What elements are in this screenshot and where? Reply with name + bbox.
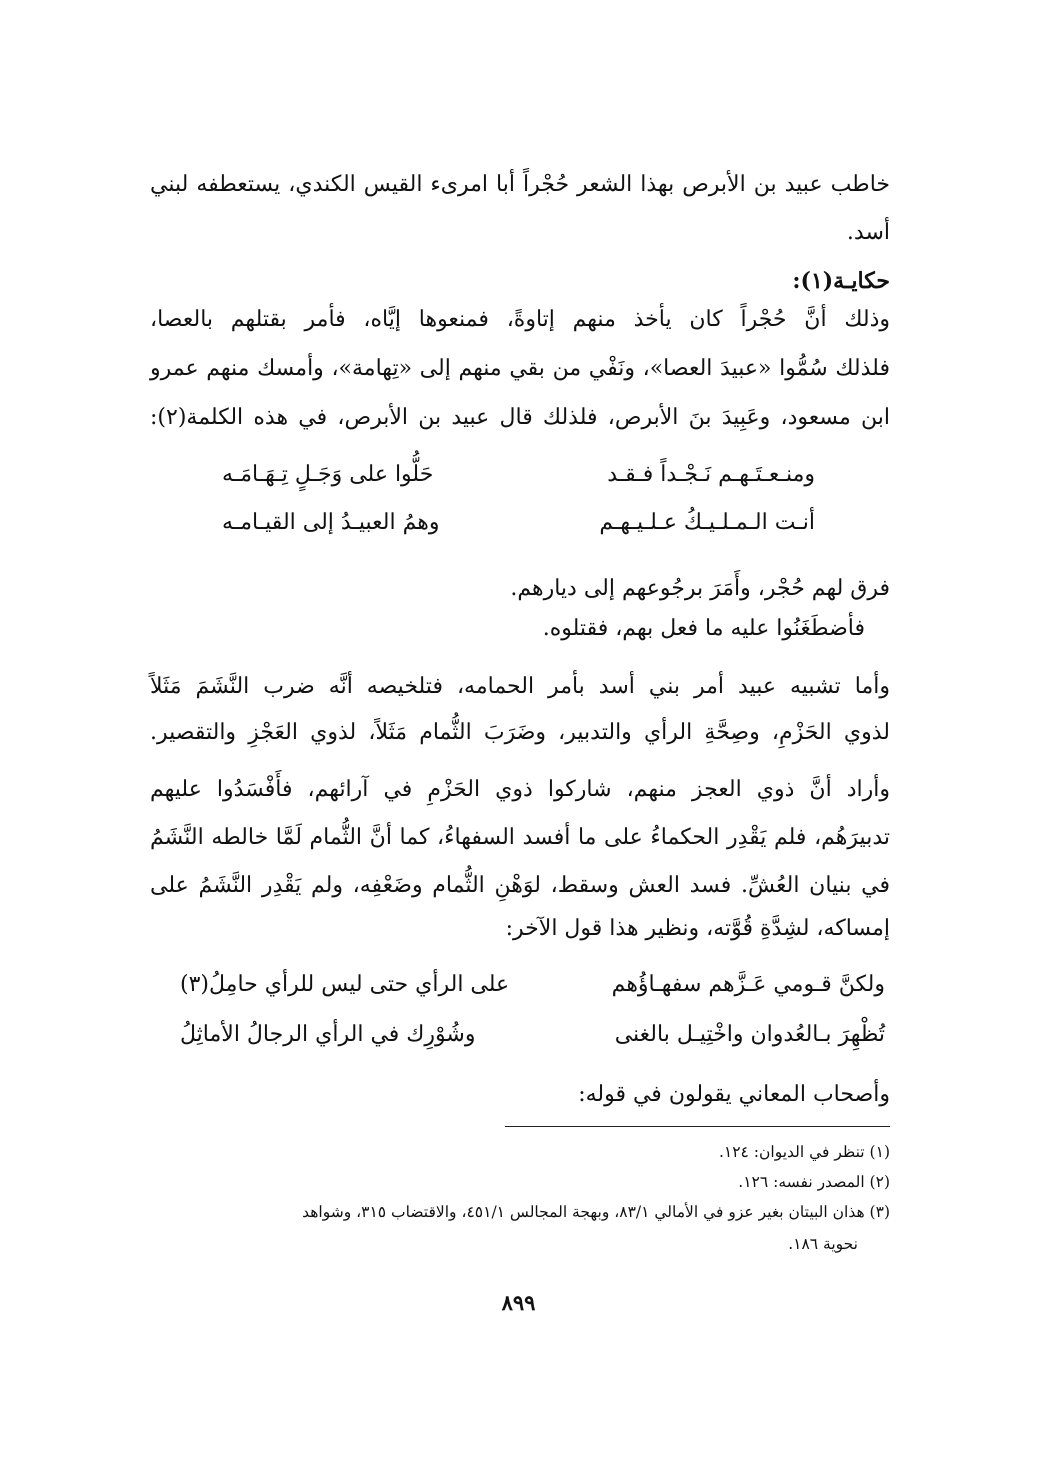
- verse1-line1-right: ومنـعـتَـهـم نَـجْـداً فـقـد: [607, 462, 815, 487]
- footnote-separator: [505, 1126, 890, 1127]
- after-verse-line-2: فأضطَغَنُوا عليه ما فعل بهم، فقتلوه.: [542, 616, 865, 641]
- story-line-3: ابن مسعود، وعَبِيدَ بنَ الأبرص، فلذلك قال عبيد بن الأبرص، في هذه الكلمة(٢):: [150, 405, 890, 430]
- after-verse-line-1: فرق لهم حُجْر، وأَمَرَ برجُوعهم إلى ديارهم.: [510, 576, 890, 601]
- explanation2-line-1: وأراد أنَّ ذوي العجز منهم، شاركوا ذوي الحَزْمِ في آرائهم، فأَفْسَدُوا عليهم: [150, 777, 890, 802]
- footnote-2: (٢) المصدر نفسه: ١٢٦.: [738, 1173, 890, 1191]
- footnote-3-line-1: (٣) هذان البيتان بغير عزو في الأمالي ٨٣/١، وبهجة المجالس ٤٥١/١، والاقتضاب ٣١٥، وشواهد: [302, 1203, 890, 1221]
- intro-line-1: خاطب عبيد بن الأبرص بهذا الشعر حُجْراً أبا امرىء القيس الكندي، يستعطفه لبني: [150, 172, 890, 197]
- explanation1-line-1: وأما تشبيه عبيد أمر بني أسد بأمر الحمامه، فتلخيصه أنَّه ضرب النَّشَمَ مَثَلاً: [150, 674, 890, 699]
- explanation2-line-3: في بنيان العُشِّ. فسد العش وسقط، لوَهْنِ الثُّمام وضَعْفِه، ولم يَقْدِر النَّشَمُ على: [150, 873, 890, 898]
- explanation2-line-2: تدبيرَهُم، فلم يَقْدِر الحكماءُ على ما أفسد السفهاءُ، كما أنَّ الثُّمام لَمَّا خالطه النَّشَمُ: [150, 825, 890, 850]
- verse1-line1-left: حَلُّوا على وَجَـلٍ تِـهَـامَـه: [222, 462, 434, 487]
- footnote-3-line-2: نحوية ١٨٦.: [788, 1235, 858, 1253]
- closing-line: وأصحاب المعاني يقولون في قوله:: [578, 1082, 890, 1107]
- verse2-line2-right: تُظْهِرَ بـالعُدوان واخْتِيـل بالغنى: [614, 1022, 885, 1047]
- explanation1-line-2: لذوي الحَزْمِ، وصِحَّةِ الرأي والتدبير، وضَرَبَ الثُّمام مَثَلاً، لذوي العَجْزِ والتقصير.: [150, 720, 890, 745]
- story-line-2: فلذلك سُمُّوا «عبيدَ العصا»، ونَفْي من بقي منهم إلى «تِهامة»، وأمسك منهم عمرو: [150, 356, 890, 381]
- intro-line-2: أسد.: [846, 220, 890, 245]
- verse1-line2-left: وهمُ العبيـدُ إلى القيـامـه: [222, 510, 440, 535]
- story-line-1: وذلك أنَّ حُجْراً كان يأخذ منهم إتاوةً، فمنعوها إيَّاه، فأمر بقتلهم بالعصا،: [150, 307, 890, 332]
- story-heading: حكايـة(١):: [792, 268, 890, 294]
- page-number: ٨٩٩: [501, 1290, 536, 1315]
- verse2-line1-right: ولكنَّ قـومي عَـزَّهم سفهـاؤُهم: [611, 972, 885, 997]
- verse2-line2-left: وشُوْرِك في الرأي الرجالُ الأماثِلُ: [180, 1022, 476, 1047]
- explanation2-line-4: إمساكه، لشِدَّةِ قُوَّته، ونظير هذا قول الآخر:: [505, 916, 890, 941]
- verse1-line2-right: أنـت الـمـلـيـكُ عـلـيـهـم: [599, 510, 815, 535]
- footnote-1: (١) تنظر في الديوان: ١٢٤.: [718, 1143, 890, 1161]
- verse2-line1-left: على الرأي حتى ليس للرأي حامِلُ(٣): [180, 972, 510, 997]
